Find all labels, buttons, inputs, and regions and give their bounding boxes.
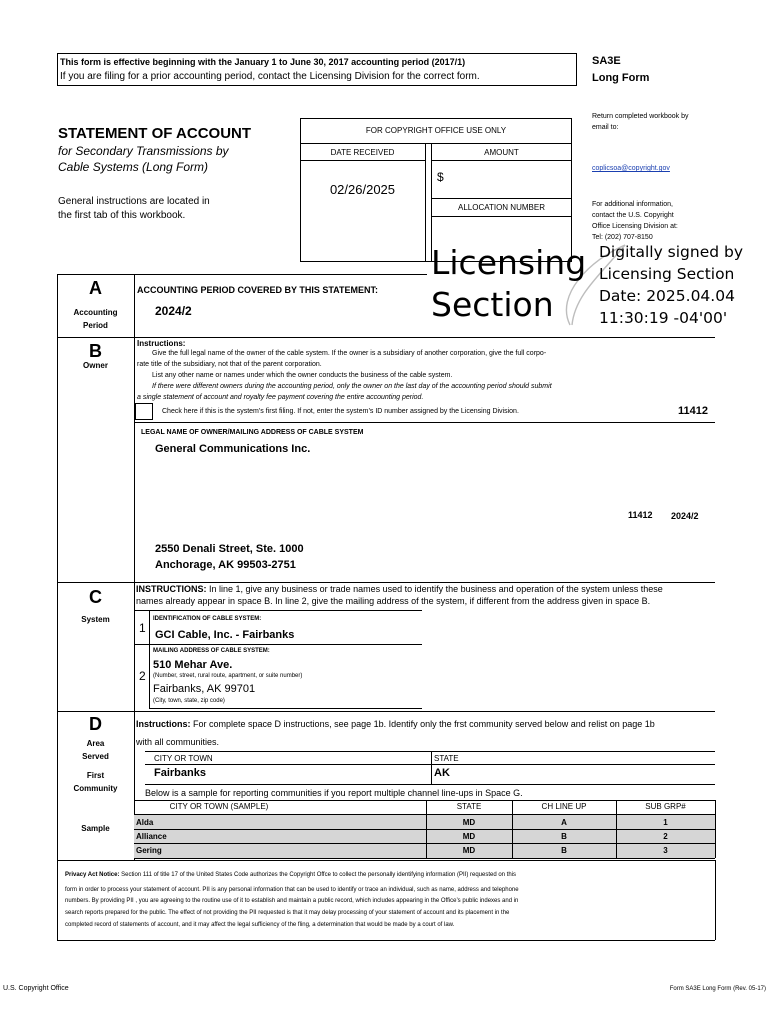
sample-row-divider-1 — [134, 829, 715, 830]
space-d-instructions-1 — [136, 719, 655, 729]
space-a-label-1: Accounting — [73, 308, 118, 317]
city-hint: (City, town, state, zip code) — [153, 698, 225, 704]
date-received-label: DATE RECEIVED — [330, 148, 395, 157]
sample-row-1-chline: A — [561, 818, 567, 827]
owner-name: General Communications Inc. — [155, 443, 311, 455]
sample-row-2-subgrp: 2 — [663, 832, 668, 841]
line-1-number: 1 — [139, 621, 146, 635]
footer-left: U.S. Copyright Office — [3, 985, 69, 992]
space-c-instructions-text: In line 1, give any business or trade names used to identify the business and operation of the system unless these — [206, 584, 663, 594]
space-b-instructions-label: Instructions: — [137, 339, 186, 348]
signature-name-2: Section — [431, 285, 554, 324]
amount-dollar: $ — [437, 170, 444, 184]
system-street: 510 Mehar Ave. — [153, 659, 233, 671]
signature-name-1: Licensing — [431, 243, 587, 282]
sample-row-1-city: Alda — [136, 818, 154, 827]
identification-label: IDENTIFICATION OF CABLE SYSTEM: — [153, 616, 262, 622]
form-code: SA3E — [592, 55, 621, 67]
signature-time: 11:30:19 -04'00' — [599, 309, 728, 327]
space-a-label-2: Period — [83, 321, 108, 330]
amount-underline — [431, 198, 572, 199]
legal-name-label: LEGAL NAME OF OWNER/MAILING ADDRESS OF CABLE SYSTEM — [141, 429, 364, 436]
space-c-letter: C — [89, 587, 102, 607]
sample-header-state: STATE — [456, 802, 482, 811]
first-filing-text: Check here if this is the system’s first filing. If not, enter the system’s ID number assigned by the Licensing Division. — [162, 408, 519, 415]
cable-system-name: GCI Cable, Inc. - Fairbanks — [155, 629, 295, 641]
space-c-num-divider — [149, 610, 150, 708]
space-a-letter: A — [89, 278, 102, 298]
system-id-value: 11412 — [678, 405, 708, 417]
privacy-line-5: completed record of statements of account, and it may affect the legal sufficiency of the fling, a determination that would be made by a court of law. — [65, 922, 455, 928]
first-filing-checkbox[interactable] — [135, 403, 153, 420]
space-b-label: Owner — [83, 361, 108, 370]
sample-row-3-city: Gering — [136, 846, 162, 855]
signature-signed-by: Digitally signed by — [599, 243, 744, 261]
page-subtitle-2: Cable Systems (Long Form) — [58, 160, 209, 174]
sample-header-chline: CH LINE UP — [541, 802, 587, 811]
space-b-instr-line4: If there were different owners during the accounting period, only the owner on the last day of the accounting period should submit — [152, 383, 552, 390]
space-b-bottom — [57, 582, 715, 583]
owner-address-2: Anchorage, AK 99503-2751 — [155, 559, 296, 571]
date-label-underline — [300, 160, 425, 161]
sample-bottom — [134, 858, 715, 859]
owner-id-repeat: 11412 — [628, 510, 653, 520]
accounting-period-heading: ACCOUNTING PERIOD COVERED BY THIS STATEMENT: — [137, 285, 379, 295]
footer-right: Form SA3E Long Form (Rev. 05-17) — [669, 986, 766, 992]
mailing-address-label: MAILING ADDRESS OF CABLE SYSTEM: — [153, 648, 270, 654]
signature-signer: Licensing Section — [599, 265, 735, 283]
privacy-label: Privacy Act Notice: — [65, 872, 120, 878]
sample-header-subgrp: SUB GRP# — [645, 802, 686, 811]
space-d-instructions-2: with all communities. — [136, 737, 220, 747]
first-filing-divider — [134, 422, 715, 423]
page-title: STATEMENT OF ACCOUNT — [58, 125, 252, 142]
accounting-period-value: 2024/2 — [155, 304, 192, 318]
space-c-line-divider — [134, 644, 422, 645]
contact-text-3: Office Licensing Division at: — [592, 223, 678, 230]
sample-header-city: CITY OR TOWN (SAMPLE) — [169, 802, 269, 811]
space-b-instr-line5: a single statement of account and royalty fee payment covering the entire accounting period. — [137, 394, 424, 401]
privacy-bottom-border — [57, 940, 715, 941]
space-c-label: System — [81, 615, 110, 624]
space-c-instructions-label: INSTRUCTIONS: — [136, 584, 207, 594]
space-a-top-border — [57, 274, 427, 275]
city-label: CITY OR TOWN — [154, 754, 213, 763]
sample-row-2-chline: B — [561, 832, 567, 841]
sample-row-divider-2 — [134, 843, 715, 844]
system-city: Fairbanks, AK 99701 — [153, 683, 256, 695]
contact-phone: Tel: (202) 707-8150 — [592, 234, 653, 241]
state-label: STATE — [434, 754, 459, 763]
space-d-label-4: Community — [73, 784, 118, 793]
signature-date: Date: 2025.04.04 — [599, 287, 735, 305]
community-city-state-divider — [431, 751, 432, 784]
space-a-bottom — [57, 337, 715, 338]
space-b-instr-line2: rate title of the subsidiary, not that of the parent corporation. — [137, 361, 322, 368]
sample-right-border — [715, 800, 716, 858]
sample-note: Below is a sample for reporting communities if you report multiple channel line-ups in Space G. — [145, 788, 523, 798]
date-received-value: 02/26/2025 — [329, 182, 396, 197]
space-d-instructions-label: Instructions: — [136, 719, 191, 729]
space-d-label-2: Served — [82, 752, 109, 761]
allocation-underline — [431, 216, 572, 217]
privacy-line-3: numbers. By providing PII , you are agreeing to the routine use of it to establish and maintain a public record, which includes appearing in the Office’s public indexes and in — [65, 898, 519, 904]
space-c-instructions-2: names already appear in space B. In line 2, give the mailing address of the system, if different from the address given in space B. — [136, 596, 651, 606]
privacy-top-border — [57, 860, 715, 861]
line-2-number: 2 — [139, 669, 146, 683]
sample-header-top — [134, 800, 715, 801]
office-use-vline-1 — [425, 143, 426, 262]
space-d-label-1: Area — [86, 739, 105, 748]
sample-row-1-subgrp: 1 — [663, 818, 668, 827]
space-c-instructions-1 — [136, 584, 663, 594]
space-b-instr-line1: Give the full legal name of the owner of the cable system. If the owner is a subsidiary of another corporation, give the full corpo- — [152, 350, 547, 357]
space-c-end-rule — [149, 708, 422, 709]
space-d-letter: D — [89, 714, 102, 734]
community-header-top — [145, 751, 715, 752]
sample-row-3-subgrp: 3 — [663, 846, 668, 855]
space-b-instr-line3: List any other name or names under which the owner conducts the business of the cable system. — [152, 372, 453, 379]
owner-address-1: 2550 Denali Street, Ste. 1000 — [155, 543, 304, 555]
sample-row-3-state: MD — [462, 846, 476, 855]
owner-period-repeat: 2024/2 — [671, 511, 699, 521]
sample-row-1-state: MD — [462, 818, 476, 827]
privacy-notice — [65, 872, 516, 878]
office-use-header: FOR COPYRIGHT OFFICE USE ONLY — [365, 126, 507, 135]
space-c-bottom — [57, 711, 715, 712]
space-d-sample-label: Sample — [81, 824, 110, 833]
amount-label: AMOUNT — [484, 148, 519, 157]
privacy-right-border — [715, 860, 716, 940]
effective-line2: If you are filing for a prior accounting period, contact the Licensing Division for the correct form. — [60, 71, 480, 82]
sample-row-2-city: Alliance — [136, 832, 167, 841]
effective-line1: This form is effective beginning with the January 1 to June 30, 2017 accounting period (2017/1) — [60, 57, 466, 67]
contact-text-1: For additional information, — [592, 201, 673, 208]
space-d-label-3: First — [86, 771, 105, 780]
form-type: Long Form — [592, 72, 650, 84]
space-c-instr-divider — [134, 610, 422, 611]
allocation-number-label: ALLOCATION NUMBER — [458, 203, 545, 212]
label-column-divider — [134, 274, 135, 860]
page-subtitle-1: for Secondary Transmissions by — [58, 144, 229, 158]
general-instructions-2: the first tab of this workbook. — [58, 210, 186, 221]
office-use-divider — [300, 143, 572, 144]
return-text-1: Return completed workbook by — [592, 113, 689, 120]
first-community-city: Fairbanks — [154, 767, 206, 779]
general-instructions-1: General instructions are located in — [58, 196, 210, 207]
privacy-line-1: Section 111 of title 17 of the United States Code authorizes the Copyright Offce to collect the personally identifying information (PII) requested on this — [119, 872, 517, 878]
space-b-letter: B — [89, 341, 102, 361]
return-text-2: email to: — [592, 124, 619, 131]
community-header-bottom — [145, 764, 715, 765]
first-community-state: AK — [434, 767, 450, 779]
sample-row-3-chline: B — [561, 846, 567, 855]
space-d-instructions-text: For complete space D instructions, see page 1b. Identify only the frst community served below and relist on page 1b — [190, 719, 655, 729]
privacy-line-4: search reports prepared for the public. The effect of not providing the PII requested is that it may delay processing of your statement of account and its placement in the — [65, 910, 510, 916]
sample-row-2-state: MD — [462, 832, 476, 841]
community-row-bottom — [145, 784, 715, 785]
amount-label-underline — [431, 160, 572, 161]
street-hint: (Number, street, rural route, apartment, or suite number) — [153, 673, 303, 679]
contact-text-2: contact the U.S. Copyright — [592, 212, 674, 219]
privacy-line-2: form in order to process your statement of account. PII is any personal information that can be used to identify or trace an individual, such as name, address and telephone — [65, 887, 519, 893]
return-email-link[interactable]: coplicsoa@copyright.gov — [592, 165, 670, 172]
